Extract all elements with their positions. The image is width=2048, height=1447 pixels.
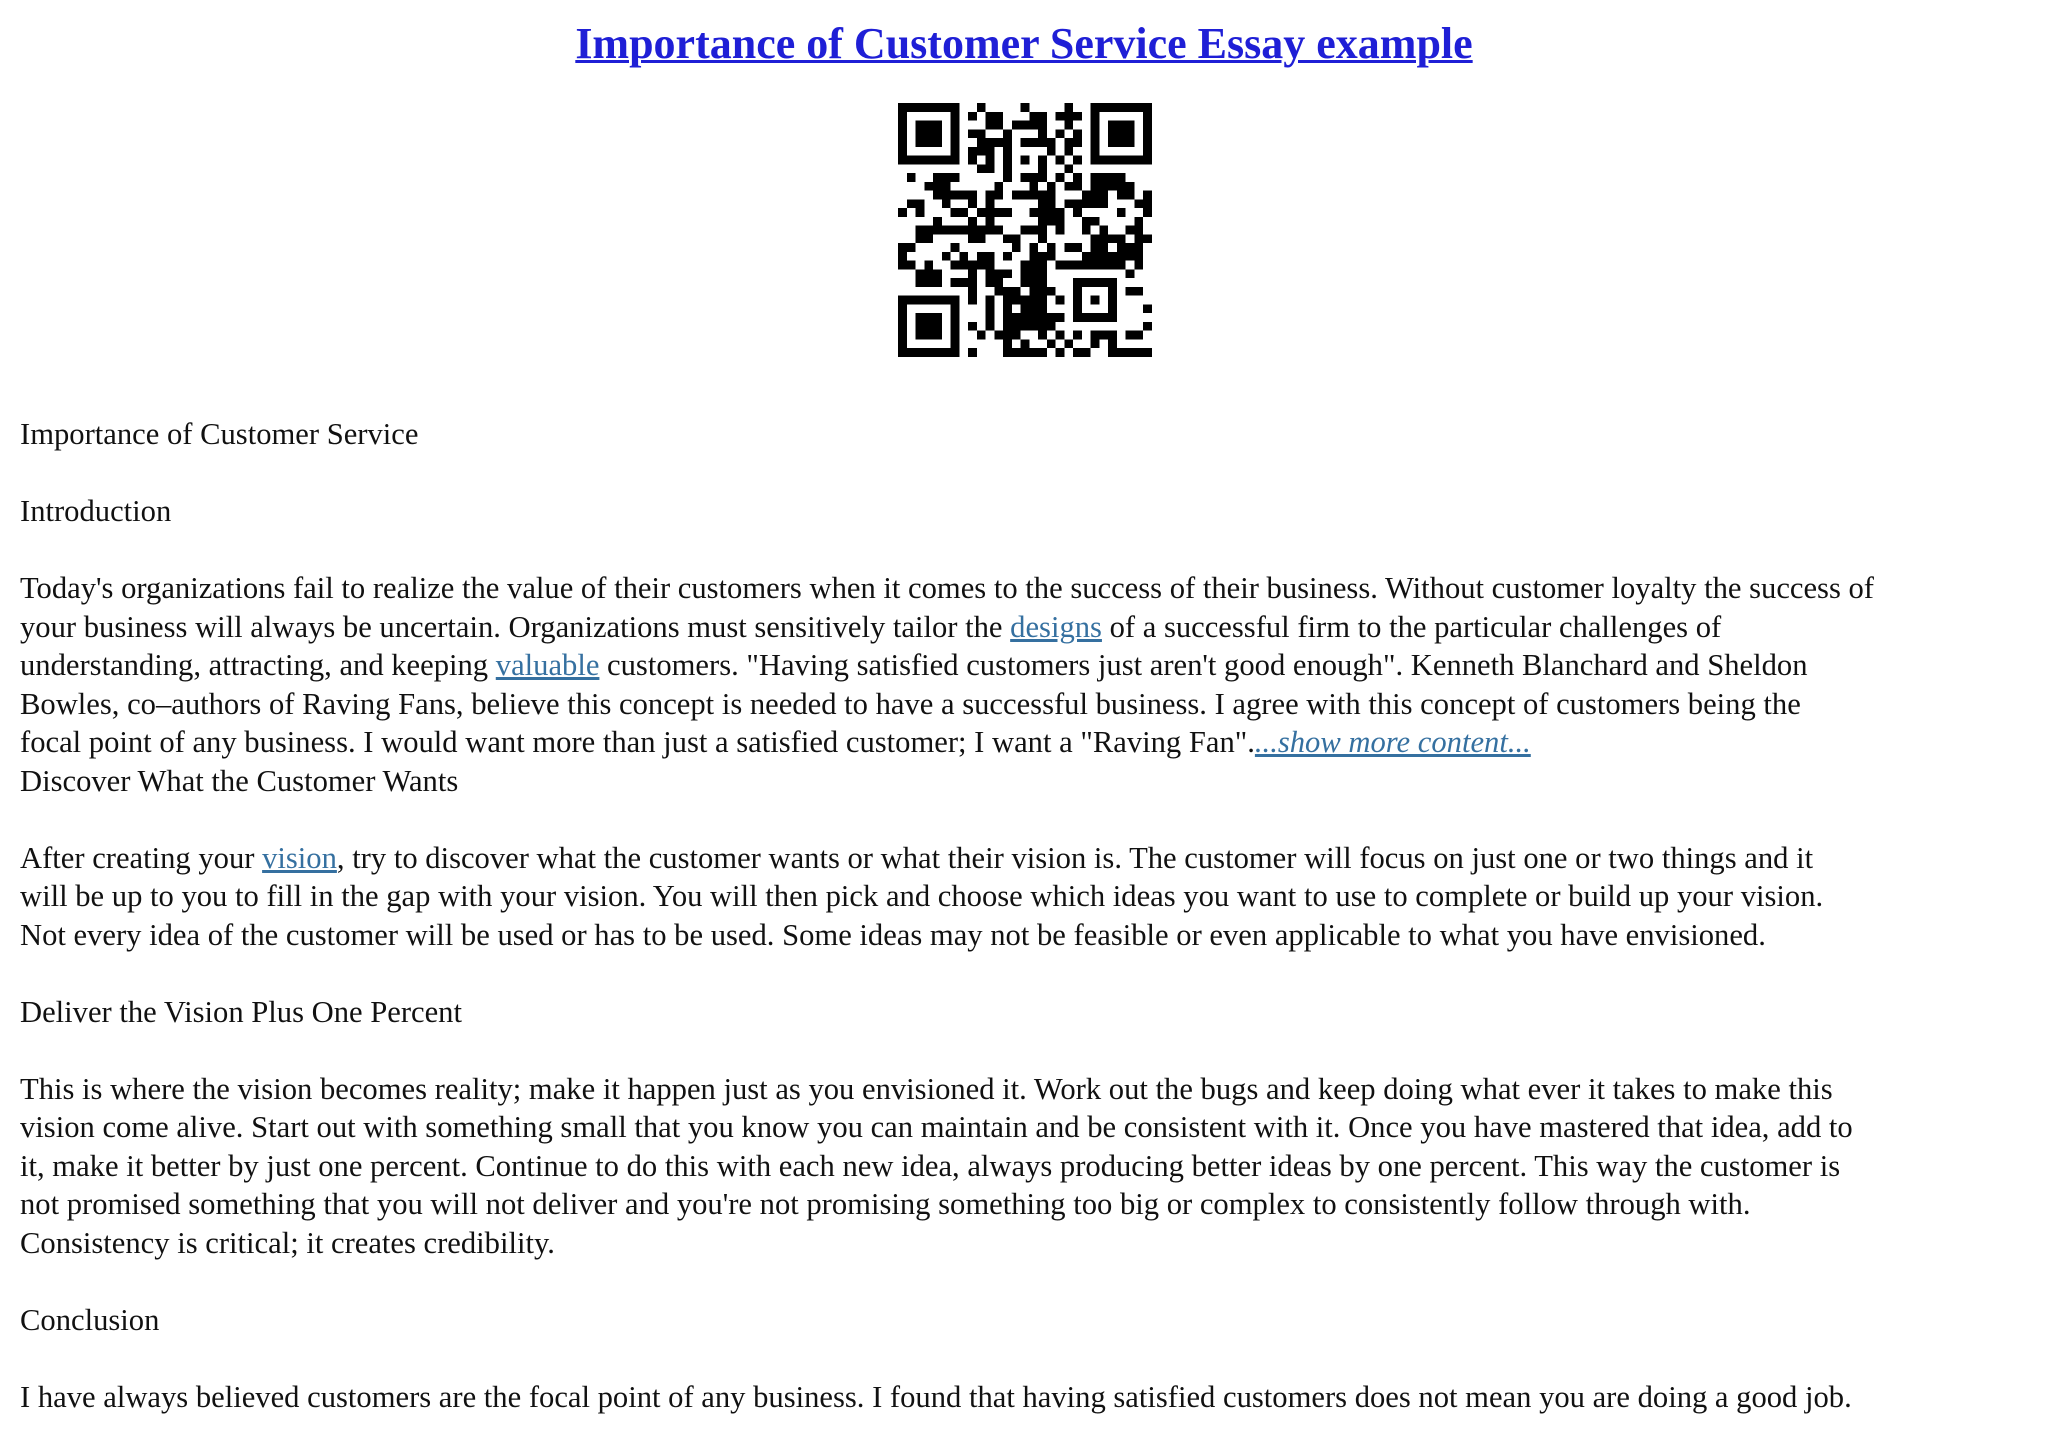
text-line: This is where the vision becomes reality; make it happen just as you envisioned it. Work out the bugs and keep doing what ever it takes to make this [20,1071,1833,1106]
text-line: not promised something that you will not deliver and you're not promising something too big or complex to consistently follow through with. [20,1187,1751,1221]
paragraph-discover [20,839,2035,955]
show-more-content-link[interactable]: ...show more content... [1254,725,1531,759]
text-line: After creating your vision, try to discover what the customer wants or what their vision is. The customer will focus on just one or two things and it [20,840,1814,875]
section-heading-discover: Discover What the Customer Wants [20,763,459,798]
paragraph-deliver [20,1070,2035,1263]
essay-body [20,415,2035,1416]
text-line: it, make it better by just one percent. Continue to do this with each new idea, always producing better ideas by one percent. This way the customer is [20,1148,1841,1183]
text-line: your business will always be uncertain. Organizations must sensitively tailor the designs of a successful firm to the particular challenges of [20,609,1722,644]
text-line: will be up to you to fill in the gap with your vision. You will then pick and choose which ideas you want to use to complete or build up your vision. [20,879,1824,913]
text-line: Today's organizations fail to realize the value of their customers when it comes to the success of their business. Without customer loyalty the success of [20,571,1874,605]
link-vision[interactable]: vision [262,840,337,875]
page-title [0,14,2048,74]
text-line: vision come alive. Start out with something small that you know you can maintain and be consistent with it. Once you have mastered that idea, add to [20,1110,1853,1144]
section-heading-conclusion: Conclusion [20,1302,160,1337]
section-heading-introduction: Introduction [20,494,172,528]
text-line: Bowles, co–authors of Raving Fans, believe this concept is needed to have a successful business. I agree with this concept of customers being the [20,686,1801,721]
text-line: Not every idea of the customer will be used or has to be used. Some ideas may not be feasible or even applicable to what you have envisioned. [20,917,1766,952]
text-line: understanding, attracting, and keeping valuable customers. "Having satisfied customers just aren't good enough". Kenneth Blanchard and Sheldon [20,648,1808,682]
title-link[interactable]: Importance of Customer Service Essay example [575,19,1473,68]
qr-code-icon [898,103,1152,357]
paragraph-introduction [20,569,2035,762]
text-line: I have always believed customers are the focal point of any business. I found that having satisfied customers does not mean you are doing a good job. [20,1379,1852,1414]
link-valuable[interactable]: valuable [495,648,600,682]
section-heading-deliver: Deliver the Vision Plus One Percent [20,994,462,1029]
text-line: focal point of any business. I would want more than just a satisfied customer; I want a "Raving Fan"....show more content... [20,725,1531,759]
text-line: Consistency is critical; it creates credibility. [20,1225,555,1260]
link-designs[interactable]: designs [1010,609,1102,644]
paragraph-conclusion [20,1378,2035,1417]
essay-heading: Importance of Customer Service [20,417,419,451]
